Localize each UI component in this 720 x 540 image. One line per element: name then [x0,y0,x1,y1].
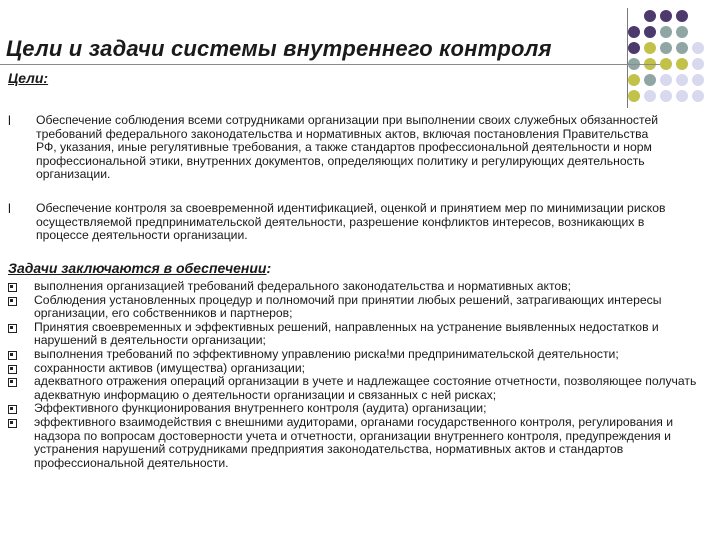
decorative-dot [628,26,640,38]
decorative-dot [628,90,640,102]
decorative-dot [644,26,656,38]
decorative-dot [660,10,672,22]
decorative-dot [628,42,640,54]
task-text: выполнения требований по эффективному управлению риска!ми предпринимательской деятельности; [34,346,619,361]
goal-item [8,113,666,182]
task-text: сохранности активов (имущества) организации; [34,360,306,375]
checkbox-bullet-icon [8,297,17,306]
page-title: Цели и задачи системы внутреннего контроля [6,36,552,61]
task-text: выполнения организацией требований федерального законодательства и нормативных актов; [34,279,572,293]
tasks-heading-colon: : [266,260,272,276]
goal-text: Обеспечение контроля за своевременной идентификацией, оценкой и принятием мер по минимизации рисков осуществляемой предпринимательской деятельности, разрешение конфликтов интересов, возникающих в процессе деятельности организации. [36,201,666,243]
task-text: эффективного взаимодействия с внешними аудиторами, органами государственного контроля, регулирования и надзора по вопросам достоверности учета и отчетности, организации внутреннего контроля, предупреждения и устранения нарушений сотрудниками предприятия законодательства, нормативных актов и стандартов профессиональной деятельности. [34,414,674,470]
decorative-dot [676,90,688,102]
decorative-dot [676,26,688,38]
decorative-dot [692,58,704,70]
task-item [8,402,698,416]
decorative-dot [660,26,672,38]
task-item [8,280,698,294]
task-item [8,375,698,402]
decorative-dot [676,42,688,54]
task-text: Принятия своевременных и эффективных решений, направленных на устранение выявленных недостатков и нарушений в деятельности организации; [34,319,659,348]
goal-text: Обеспечение соблюдения всеми сотрудниками организации при выполнении своих служебных обязанностей требований федерального законодательства и нормативных актов, включая постановления Правительства РФ, указания, иные регулятивные требования, а также стандартов профессиональной деятельности и норм профессиональной этики, внутренних документов, определяющих политику и регулирующих деятельность организации. [36,113,659,182]
checkbox-bullet-icon [8,378,17,387]
tasks-heading [8,260,271,276]
task-text: Соблюдения установленных процедур и полномочий при принятии любых решений, затрагивающих интересы организации, его собственников и партнеров; [34,292,662,321]
task-item [8,321,698,348]
decorative-dot [660,74,672,86]
goal-item [8,201,666,243]
tasks-list [8,280,698,470]
decorative-dot [644,74,656,86]
checkbox-bullet-icon [8,283,17,292]
checkbox-bullet-icon [8,365,17,374]
task-text: Эффективного функционирования внутреннего контроля (аудита) организации; [34,401,487,416]
decorative-dot [676,58,688,70]
task-text: адекватного отражения операций организации в учете и надлежащее состояние отчетности, позволяющее получать адекватную информацию о деятельности организации и связанных с ней рисках; [34,374,697,402]
task-item [8,362,698,376]
decorative-dot [660,42,672,54]
decorative-dot [644,10,656,22]
goals-heading: Цели: [8,70,49,86]
tasks-heading-text: Задачи заключаются в обеспечении [8,260,267,276]
decorative-dot [692,90,704,102]
decorative-dot [628,74,640,86]
bullet-icon: l [8,201,11,216]
decorative-dot [660,90,672,102]
task-item [8,348,698,362]
task-item [8,416,698,470]
bullet-icon: l [8,113,11,128]
title-divider-line [0,64,660,65]
checkbox-bullet-icon [8,351,17,360]
decorative-vertical-line [627,8,628,108]
checkbox-bullet-icon [8,405,17,414]
checkbox-bullet-icon [8,324,17,333]
decorative-dot [676,74,688,86]
decorative-dot [644,90,656,102]
decorative-dot [660,58,672,70]
decorative-dot [676,10,688,22]
checkbox-bullet-icon [8,419,17,428]
task-item [8,294,698,321]
decorative-dot [692,42,704,54]
decorative-dot [692,74,704,86]
decorative-dot [644,42,656,54]
